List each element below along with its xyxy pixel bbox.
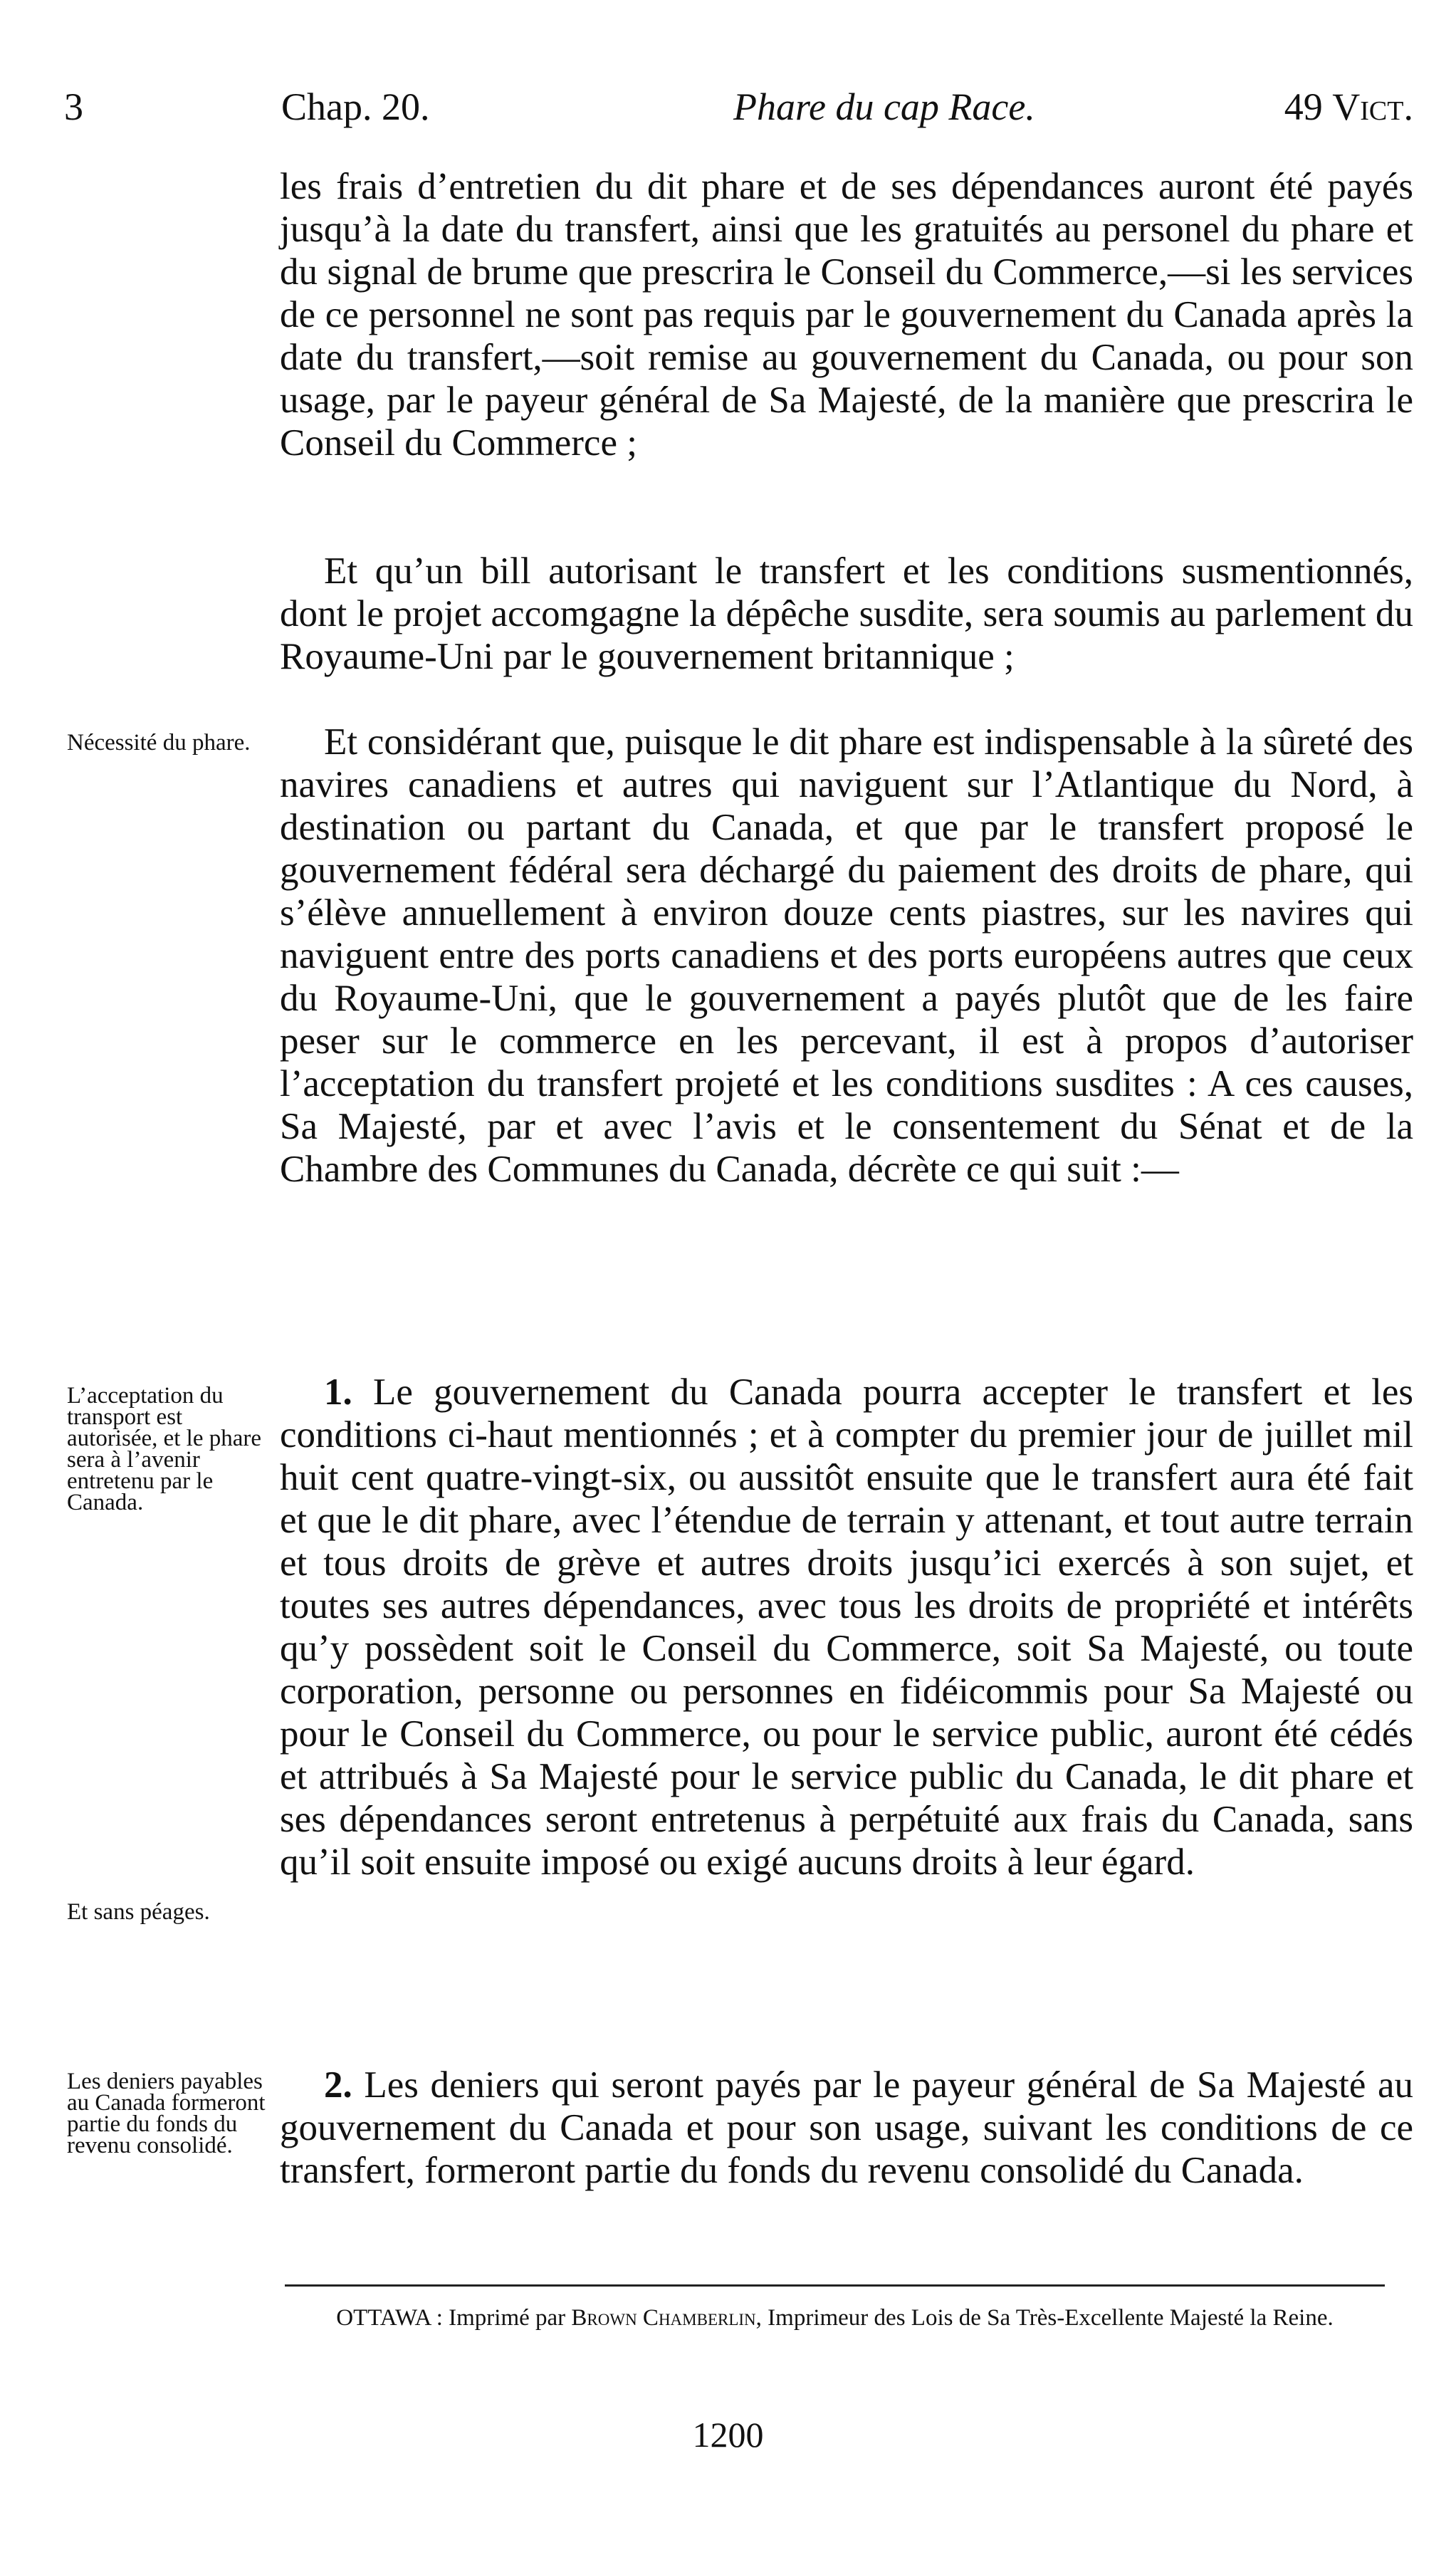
chapter-label: Chap. 20. bbox=[281, 85, 430, 128]
margin-note-deniers: Les deniers payables au Canada formeront partie du fonds du revenu consolidé. bbox=[67, 2069, 266, 2158]
section-2 bbox=[280, 2064, 1413, 2192]
running-header bbox=[64, 78, 1413, 135]
imprint-printer: Brown Chamberlin bbox=[571, 2305, 756, 2331]
imprint-suffix: , Imprimeur des Lois de Sa Très-Excellente Majesté la Reine. bbox=[755, 2305, 1334, 2331]
section-1-text: Le gouvernement du Canada pourra accepter le transfert et les conditions ci-haut mentionnés ; et à compter du premier jour de juillet mil huit cent quatre-vingt-six, ou aussitôt ensuite que le transfert aura été fait et que le dit phare, avec l’étendue de terrain y attenant, et tout autre terrain et tous droits de grève et autres droits jusqu’ici exercés à son sujet, et toutes ses autres dépendances, avec tous les droits de propriété et intérêts qu’y possèdent soit le Conseil du Commerce, soit Sa Majesté, ou toute corporation, personne ou personnes en fidéicommis pour Sa Majesté ou pour le Conseil du Commerce, ou pour le service public, auront été cédés et attribués à Sa Majesté pour le service public du Canada, le dit phare et ses dépendances seront entretenus à perpétuité aux frais du Canada, sans qu’il soit ensuite imposé ou exigé aucuns droits à leur égard. bbox=[280, 1372, 1413, 1883]
footer-rule bbox=[285, 2284, 1385, 2287]
section-2-text: Les deniers qui seront payés par le payeur général de Sa Majesté au gouvernement du Canada et pour son usage, suivant les conditions de ce transfert, formeront partie du fonds du revenu consolidé du Canada. bbox=[280, 2064, 1413, 2191]
regnal-year-number: 49 bbox=[1284, 85, 1323, 128]
margin-note-peages: Et sans péages. bbox=[67, 1899, 210, 1925]
page-number: 3 bbox=[64, 85, 83, 128]
section-1-number: 1. bbox=[324, 1372, 352, 1413]
folio-number: 1200 bbox=[692, 2415, 764, 2455]
paragraph-bill bbox=[280, 550, 1413, 678]
regnal-year-label: Vict. bbox=[1332, 85, 1413, 128]
section-2-number: 2. bbox=[324, 2064, 352, 2106]
imprint-prefix: OTTAWA : Imprimé par bbox=[336, 2305, 572, 2331]
paragraph-bill-text: Et qu’un bill autorisant le transfert et les conditions susmentionnés, dont le projet accomgagne la dépêche susdite, sera soumis au parlement du Royaume-Uni par le gouvernement britannique ; bbox=[280, 550, 1413, 677]
margin-note-acceptation: L’acceptation du transport est autorisée, et le phare sera à l’avenir entretenu par le Canada. bbox=[67, 1383, 262, 1515]
regnal-year bbox=[1284, 78, 1413, 135]
paragraph-continuation: les frais d’entretien du dit phare et de ses dépendances auront été payés jusqu’à la date du transfert, ainsi que les gratuités au personel du phare et du signal de brume que prescrira le Conseil du Commerce,—si les services de ce personnel ne sont pas requis par le gouvernement du Canada après la date du transfert,—soit remise au gouvernement du Canada, ou pour son usage, par le payeur général de Sa Majesté, de la manière que prescrira le Conseil du Commerce ; bbox=[280, 166, 1413, 464]
margin-note-necessite: Nécessité du phare. bbox=[67, 730, 251, 756]
running-title: Phare du cap Race. bbox=[733, 85, 1035, 128]
paragraph-considerant bbox=[280, 721, 1413, 1191]
section-1 bbox=[280, 1371, 1413, 1884]
paragraph-considerant-text: Et considérant que, puisque le dit phare est indispensable à la sûreté des navires canadiens et autres qui naviguent sur l’Atlantique du Nord, à destination ou partant du Canada, et que par le transfert proposé le gouvernement fédéral sera déchargé du paiement des droits de phare, qui s’élève annuellement à environ douze cents piastres, sur les navires qui naviguent entre des ports canadiens et des ports européens autres que ceux du Royaume-Uni, que le gouvernement a payés plutôt que de les faire peser sur le commerce en les percevant, il est à propos d’autoriser l’acceptation du transfert projeté et les conditions susdites : A ces causes, Sa Majesté, par et avec l’avis et le consentement du Sénat et de la Chambre des Communes du Canada, décrète ce qui suit :— bbox=[280, 721, 1413, 1190]
printer-imprint bbox=[285, 2304, 1385, 2332]
